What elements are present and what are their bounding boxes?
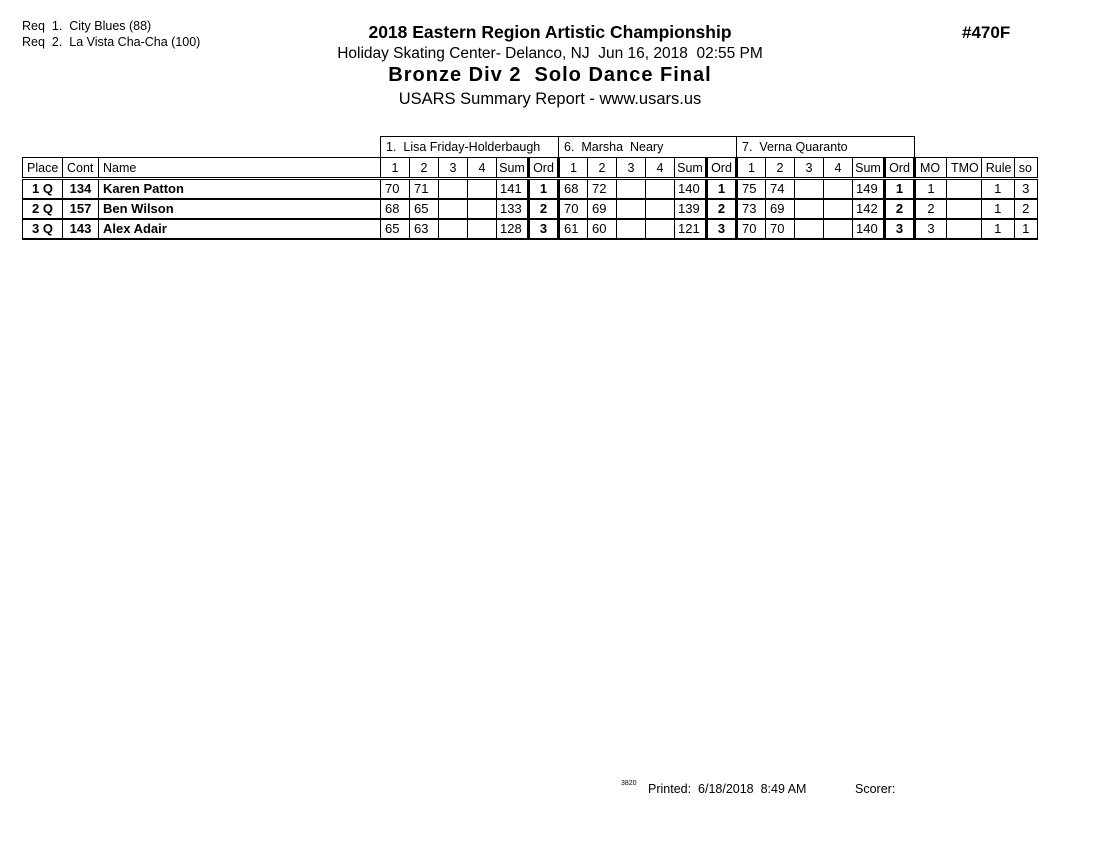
table-row: [23, 179, 1038, 199]
col-header-j7-ord: Ord: [885, 158, 915, 179]
skater-name-cell: Ben Wilson: [99, 199, 381, 219]
j6-score-4: [646, 179, 675, 199]
so-cell: 2: [1014, 199, 1037, 219]
j1-score-3: [439, 199, 468, 219]
place-cell: 1 Q: [23, 179, 63, 199]
report-name: USARS Summary Report - www.usars.us: [398, 90, 702, 108]
j6-score-4: [646, 219, 675, 239]
judge-names-row: [23, 137, 1038, 158]
j7-score-4: [824, 219, 853, 239]
j7-sum: 149: [853, 179, 885, 199]
j1-sum: 141: [497, 179, 529, 199]
event-title: Bronze Div 2 Solo Dance Final: [388, 64, 712, 86]
j1-score-2: 71: [410, 179, 439, 199]
j6-score-1: 70: [559, 199, 588, 219]
skater-name-cell: Karen Patton: [99, 179, 381, 199]
j1-score-2: 63: [410, 219, 439, 239]
j1-score-4: [468, 199, 497, 219]
so-cell: 1: [1014, 219, 1037, 239]
col-header-name: Name: [99, 158, 381, 179]
col-header-j1-1: 1: [381, 158, 410, 179]
col-header-place: Place: [23, 158, 63, 179]
col-header-j7-1: 1: [737, 158, 766, 179]
rule-cell: 1: [981, 199, 1014, 219]
col-header-j6-2: 2: [588, 158, 617, 179]
required-dance-1: Req 1. City Blues (88): [22, 19, 152, 33]
place-cell: 3 Q: [23, 219, 63, 239]
col-header-j1-ord: Ord: [529, 158, 559, 179]
col-header-j1-2: 2: [410, 158, 439, 179]
place-cell: 2 Q: [23, 199, 63, 219]
j6-score-3: [617, 199, 646, 219]
j1-sum: 128: [497, 219, 529, 239]
j1-score-1: 70: [381, 179, 410, 199]
j6-sum: 139: [675, 199, 707, 219]
j1-ordinal: 1: [529, 179, 559, 199]
judge-6-name: 6. Marsha Neary: [559, 137, 737, 158]
col-header-j7-sum: Sum: [853, 158, 885, 179]
contestant-number-cell: 157: [63, 199, 99, 219]
col-header-j6-sum: Sum: [675, 158, 707, 179]
j7-score-4: [824, 179, 853, 199]
j7-score-3: [795, 199, 824, 219]
col-header-j1-sum: Sum: [497, 158, 529, 179]
j6-ordinal: 1: [707, 179, 737, 199]
majority-ordinal: 2: [915, 199, 947, 219]
j6-score-2: 72: [588, 179, 617, 199]
j6-score-3: [617, 219, 646, 239]
table-row: [23, 219, 1038, 239]
rule-cell: 1: [981, 179, 1014, 199]
j1-ordinal: 2: [529, 199, 559, 219]
col-header-j7-3: 3: [795, 158, 824, 179]
col-header-cont: Cont: [63, 158, 99, 179]
j1-score-1: 68: [381, 199, 410, 219]
j7-sum: 140: [853, 219, 885, 239]
scorer-label: Scorer:: [855, 782, 896, 796]
j6-score-2: 69: [588, 199, 617, 219]
j1-score-2: 65: [410, 199, 439, 219]
j7-score-1: 73: [737, 199, 766, 219]
j7-ordinal: 3: [885, 219, 915, 239]
j1-ordinal: 3: [529, 219, 559, 239]
j7-sum: 142: [853, 199, 885, 219]
j6-sum: 121: [675, 219, 707, 239]
skater-name-cell: Alex Adair: [99, 219, 381, 239]
col-header-j6-1: 1: [559, 158, 588, 179]
col-header-so: so: [1014, 158, 1037, 179]
column-header-row: [23, 158, 1038, 179]
j7-score-2: 74: [766, 179, 795, 199]
j1-sum: 133: [497, 199, 529, 219]
j6-ordinal: 3: [707, 219, 737, 239]
j7-ordinal: 2: [885, 199, 915, 219]
j6-score-2: 60: [588, 219, 617, 239]
judge-row-right-spacer: [915, 137, 1038, 158]
j6-ordinal: 2: [707, 199, 737, 219]
j1-score-4: [468, 179, 497, 199]
j7-score-4: [824, 199, 853, 219]
championship-title: 2018 Eastern Region Artistic Championship: [368, 22, 732, 42]
table-row: [23, 199, 1038, 219]
so-cell: 3: [1014, 179, 1037, 199]
total-majority-ordinal: [947, 199, 982, 219]
col-header-rule: Rule: [981, 158, 1014, 179]
majority-ordinal: 3: [915, 219, 947, 239]
col-header-j6-ord: Ord: [707, 158, 737, 179]
j1-score-3: [439, 219, 468, 239]
j6-score-1: 61: [559, 219, 588, 239]
col-header-j1-4: 4: [468, 158, 497, 179]
j6-score-3: [617, 179, 646, 199]
j7-score-2: 69: [766, 199, 795, 219]
required-dance-2: Req 2. La Vista Cha-Cha (100): [22, 35, 201, 49]
j1-score-4: [468, 219, 497, 239]
j6-sum: 140: [675, 179, 707, 199]
total-majority-ordinal: [947, 219, 982, 239]
j6-score-4: [646, 199, 675, 219]
j1-score-3: [439, 179, 468, 199]
judge-7-name: 7. Verna Quaranto: [737, 137, 915, 158]
j6-score-1: 68: [559, 179, 588, 199]
j7-score-3: [795, 219, 824, 239]
j7-score-1: 70: [737, 219, 766, 239]
contestant-number-cell: 134: [63, 179, 99, 199]
j1-score-1: 65: [381, 219, 410, 239]
majority-ordinal: 1: [915, 179, 947, 199]
program-number: #470F: [962, 23, 1011, 42]
j7-score-1: 75: [737, 179, 766, 199]
rule-cell: 1: [981, 219, 1014, 239]
col-header-j6-4: 4: [646, 158, 675, 179]
results-table: [22, 136, 1038, 240]
j7-score-2: 70: [766, 219, 795, 239]
j7-score-3: [795, 179, 824, 199]
venue-date-line: Holiday Skating Center- Delanco, NJ Jun 16, 2018 02:55 PM: [337, 45, 763, 62]
col-header-j1-3: 3: [439, 158, 468, 179]
col-header-j7-2: 2: [766, 158, 795, 179]
col-header-tmo: TMO: [947, 158, 982, 179]
judge-1-name: 1. Lisa Friday-Holderbaugh: [381, 137, 559, 158]
judge-row-left-spacer: [23, 137, 381, 158]
contestant-number-cell: 143: [63, 219, 99, 239]
job-number: 3820: [621, 780, 637, 787]
col-header-j7-4: 4: [824, 158, 853, 179]
j7-ordinal: 1: [885, 179, 915, 199]
printed-timestamp: Printed: 6/18/2018 8:49 AM: [648, 782, 807, 796]
col-header-mo: MO: [915, 158, 947, 179]
col-header-j6-3: 3: [617, 158, 646, 179]
total-majority-ordinal: [947, 179, 982, 199]
results-table-container: [22, 136, 1038, 240]
